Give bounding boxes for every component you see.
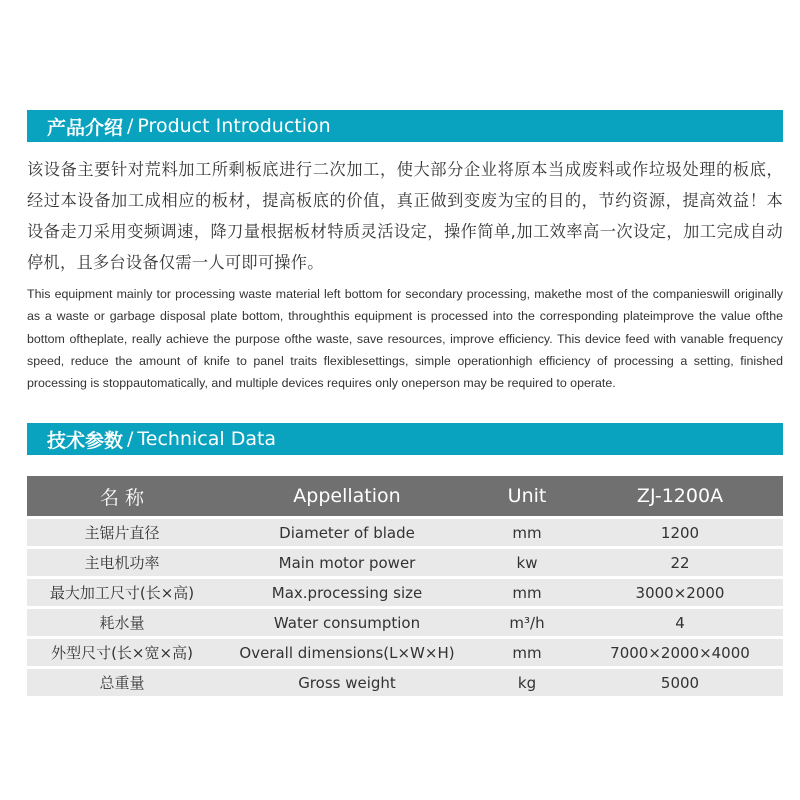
technical-data-table — [27, 473, 783, 699]
intro-paragraph-english: This equipment mainly tor processing waste material left bottom for secondary processing, makethe most of the companieswill originally as a waste or garbage disposal plate bottom, throughthis equipment is processed into the corresponding plateimprove the value ofthe bottom oftheplate, really achieve the purpose ofthe waste, save resources, improve efficiency. This device feed with vanable frequency speed, reduce the amount of knife to panel traits flexiblesettings, simple operationhigh efficiency of processing a setting, finished processing is stoppautomatically, and multiple devices requires only oneperson may be required to operate. — [27, 287, 783, 391]
cell-name: 耗水量 — [27, 609, 217, 636]
header-appellation: Appellation — [217, 476, 477, 516]
section-title-zh: 技术参数 — [47, 429, 124, 452]
table-row — [27, 549, 783, 576]
cell-name: 外型尺寸(长×宽×高) — [27, 639, 217, 666]
cell-appellation: Water consumption — [217, 609, 477, 636]
cell-appellation: Max.processing size — [217, 579, 477, 606]
header-name: 名 称 — [27, 476, 217, 516]
cell-name: 总重量 — [27, 669, 217, 696]
header-unit: Unit — [477, 476, 577, 516]
cell-value: 7000×2000×4000 — [577, 639, 783, 666]
header-model: ZJ-1200A — [577, 476, 783, 516]
cell-appellation: Main motor power — [217, 549, 477, 576]
cell-name: 主电机功率 — [27, 549, 217, 576]
cell-unit: mm — [477, 579, 577, 606]
cell-appellation: Overall dimensions(L×W×H) — [217, 639, 477, 666]
cell-unit: kg — [477, 669, 577, 696]
intro-paragraph-chinese: 该设备主要针对荒料加工所剩板底进行二次加工，使大部分企业将原本当成废料或作垃圾处理的板底，经过本设备加工成相应的板材，提高板底的价值，真正做到变废为宝的目的，节约资源，提高效益！本设备走刀采用变频调速，降刀量根据板材特质灵活设定，操作简单,加工效率高一次设定，加工完成自动停机，且多台设备仅需一人可即可操作。 — [27, 160, 783, 272]
cell-value: 4 — [577, 609, 783, 636]
section-title-en: Technical Data — [137, 428, 277, 450]
table-row — [27, 669, 783, 696]
cell-appellation: Diameter of blade — [217, 519, 477, 546]
cell-unit: mm — [477, 519, 577, 546]
section-title-separator: / — [127, 428, 134, 450]
cell-unit: m³/h — [477, 609, 577, 636]
cell-unit: mm — [477, 639, 577, 666]
section-header-technical-data — [27, 423, 783, 455]
cell-appellation: Gross weight — [217, 669, 477, 696]
table-row — [27, 519, 783, 546]
section-title-en: Product Introduction — [137, 115, 331, 137]
section-title-separator: / — [127, 115, 134, 137]
cell-value: 22 — [577, 549, 783, 576]
cell-value: 3000×2000 — [577, 579, 783, 606]
cell-name: 最大加工尺寸(长×高) — [27, 579, 217, 606]
table-row — [27, 639, 783, 666]
cell-value: 1200 — [577, 519, 783, 546]
section-title-zh: 产品介绍 — [47, 116, 124, 139]
table-row — [27, 579, 783, 606]
table-row — [27, 609, 783, 636]
table-header-row — [27, 476, 783, 516]
cell-name: 主锯片直径 — [27, 519, 217, 546]
section-header-product-intro — [27, 110, 783, 142]
cell-value: 5000 — [577, 669, 783, 696]
cell-unit: kw — [477, 549, 577, 576]
